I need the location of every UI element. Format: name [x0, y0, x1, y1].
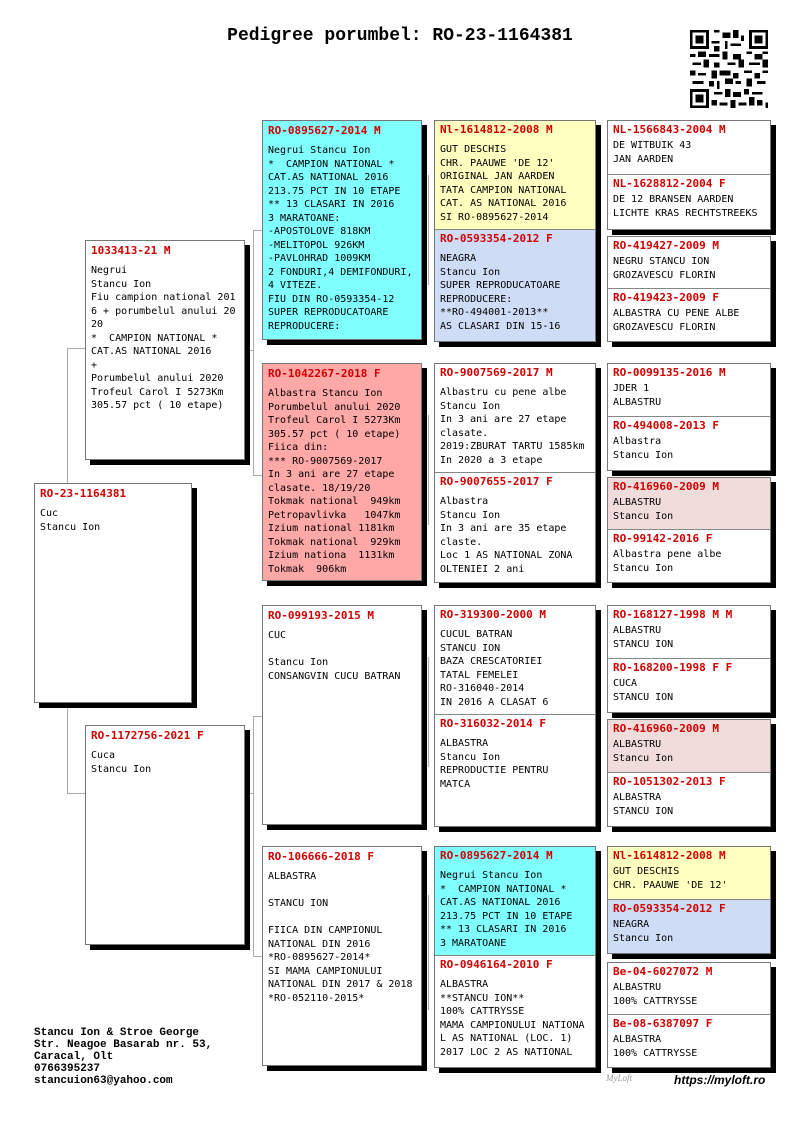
pigeon-info: ALBASTRA CU PENE ALBE GROZAVESCU FLORIN — [613, 308, 740, 333]
connector-line — [600, 745, 601, 800]
sire-card[interactable] — [85, 240, 245, 460]
owner-email[interactable]: stancuion63@yahoo.com — [34, 1075, 173, 1087]
connector-line — [67, 348, 68, 483]
ring-number: Nl-1614812-2008 M — [613, 849, 726, 862]
connector-line — [600, 505, 601, 560]
ring-number: RO-99142-2016 F — [613, 532, 713, 545]
ancestor-card[interactable] — [608, 720, 770, 772]
ring-number: RO-168127-1998 M M — [613, 608, 733, 621]
great-grandparent-card[interactable] — [435, 956, 595, 1067]
qr-code-icon — [690, 30, 768, 108]
ancestor-card[interactable] — [608, 478, 770, 529]
pigeon-info: Cuc Stancu Ion — [40, 508, 101, 533]
pigeon-info: Albastra Stancu Ion Porumbelul anului 2020 Trofeul Carol I 5273Km 305.57 pct ( 10 etape) Fiica din: *** RO-9007569-2017 In 3 ani are 27 etape clasate. 18/19/20 Tokmak national 949km Petropavlivka 1047km Izium national 1181km Tokmak national 929km Izium nationa 1131km Tokmak 906km — [268, 388, 401, 575]
owner-city: Caracal, Olt — [34, 1051, 114, 1063]
pigeon-info: CUCA STANCU ION — [613, 678, 674, 703]
pigeon-info: Albastru cu pene albe Stancu Ion In 3 ani are 27 etape clasate. 2019:ZBURAT TARTU 1585km In 2020 a 3 etape — [440, 387, 585, 466]
dam-card[interactable] — [85, 725, 245, 945]
connector-line — [600, 148, 601, 203]
ring-number: Nl-1614812-2008 M — [440, 123, 553, 136]
pigeon-info: ALBASTRA STANCU ION FIICA DIN CAMPIONUL NATIONAL DIN 2016 *RO-0895627-2014* SI MAMA CAMPIONULUI NATIONAL DIN 2017 & 2018 *RO-052110-2015* — [268, 871, 413, 1004]
pigeon-info: Negrui Stancu Ion Fiu campion national 201 6 + porumbelul anului 20 20 * CAMPION NATIONAL * CAT.AS NATIONAL 2016 + Porumbelul anului 2020 Trofeul Carol I 5273Km 305.57 pct ( 10 etape) — [91, 265, 236, 411]
ancestor-group — [607, 363, 771, 471]
ancestor-card[interactable] — [608, 659, 770, 712]
pigeon-info: Negrui Stancu Ion * CAMPION NATIONAL * CAT.AS NATIONAL 2016 213.75 PCT IN 10 ETAPE ** 13 CLASARI IN 2016 3 MARATOANE: -APOSTOLOVE 818KM -MELITOPOL 926KM -PAVLOHRAD 1009KM 2 FONDURI,4 DEMIFONDURI, 4 VITEZE. FIU DIN RO-0593354-12 SUPER REPRODUCATOARE REPRODUCERE: — [268, 145, 413, 332]
ring-number: NL-1566843-2004 M — [613, 123, 726, 136]
connector-line — [253, 230, 254, 475]
pigeon-info: ALBASTRA STANCU ION — [613, 792, 674, 817]
pigeon-info: ALBASTRU Stancu Ion — [613, 497, 674, 522]
connector-line — [246, 793, 254, 794]
ancestor-card[interactable] — [608, 289, 770, 341]
great-grandparent-card[interactable] — [435, 606, 595, 714]
ancestor-card[interactable] — [608, 364, 770, 416]
ancestor-card[interactable] — [608, 606, 770, 658]
ancestor-group — [607, 719, 771, 827]
pigeon-info: NEAGRA Stancu Ion — [613, 919, 674, 944]
connector-line — [600, 630, 601, 685]
ring-number: RO-168200-1998 F F — [613, 661, 733, 674]
pigeon-info: CUCUL BATRAN STANCU ION BAZA CRESCATORIEI TATAL FEMELEI RO-316040-2014 IN 2016 A CLASAT 6 — [440, 629, 549, 708]
ring-number: Be-08-6387097 F — [613, 1017, 713, 1030]
ring-number: RO-0593354-2012 F — [440, 232, 553, 245]
ancestor-card[interactable] — [608, 530, 770, 582]
ancestor-card[interactable] — [608, 417, 770, 470]
ring-number: 1033413-21 M — [91, 244, 171, 257]
connector-line — [600, 390, 601, 445]
subject-card[interactable] — [34, 483, 192, 703]
ring-number: RO-319300-2000 M — [440, 608, 546, 621]
website-link[interactable]: https://myloft.ro — [674, 1073, 766, 1087]
ring-number: RO-494008-2013 F — [613, 419, 719, 432]
pigeon-info: DE 12 BRANSEN AARDEN LICHTE KRAS RECHTSTREEKS — [613, 194, 758, 219]
ring-number: RO-0946164-2010 F — [440, 958, 553, 971]
great-grandparent-card[interactable] — [435, 230, 595, 341]
ancestor-card[interactable] — [608, 847, 770, 899]
ring-number: RO-316032-2014 F — [440, 717, 546, 730]
pigeon-info: GUT DESCHIS CHR. PAAUWE 'DE 12' — [613, 866, 728, 891]
ring-number: RO-9007569-2017 M — [440, 366, 553, 379]
pigeon-info: Albastra Stancu Ion In 3 ani are 35 etape claste. Loc 1 AS NATIONAL ZONA OLTENIEI 2 ani — [440, 496, 573, 575]
myloft-logo: MyLoft — [606, 1073, 632, 1083]
owner-phone: 0766395237 — [34, 1063, 101, 1075]
great-grandparents-group — [434, 846, 596, 1068]
connector-line — [246, 350, 254, 351]
ancestor-group — [607, 236, 771, 342]
connector-line — [428, 175, 429, 285]
ancestor-card[interactable] — [608, 1015, 770, 1067]
pigeon-info: Cuca Stancu Ion — [91, 750, 152, 775]
pigeon-info: Albastra pene albe Stancu Ion — [613, 549, 722, 574]
owner-names: Stancu Ion & Stroe George — [34, 1027, 200, 1039]
pigeon-info: ALBASTRU STANCU ION — [613, 625, 674, 650]
pigeon-info: GUT DESCHIS CHR. PAAUWE 'DE 12' ORIGINAL JAN AARDEN TATA CAMPION NATIONAL CAT. AS NATIONAL 2016 SI RO-0895627-2014 — [440, 144, 567, 223]
ring-number: RO-1042267-2018 F — [268, 367, 381, 380]
pigeon-info: ALBASTRA 100% CATTRYSSE — [613, 1034, 698, 1059]
ring-number: RO-419427-2009 M — [613, 239, 719, 252]
pigeon-info: NEAGRA Stancu Ion SUPER REPRODUCATOARE REPRODUCERE: **RO-494001-2013** AS CLASARI DIN 15-16 — [440, 253, 561, 332]
connector-line — [253, 716, 254, 956]
ring-number: RO-419423-2009 F — [613, 291, 719, 304]
ring-number: RO-23-1164381 — [40, 487, 127, 500]
great-grandparent-card[interactable] — [435, 364, 595, 472]
great-grandparent-card[interactable] — [435, 715, 595, 826]
pigeon-info: ALBASTRA Stancu Ion REPRODUCTIE PENTRU MATCA — [440, 738, 549, 790]
pigeon-info: NEGRU STANCU ION GROZAVESCU FLORIN — [613, 256, 716, 281]
ring-number: RO-1051302-2013 F — [613, 775, 726, 788]
ancestor-group — [607, 962, 771, 1068]
ancestor-card[interactable] — [608, 121, 770, 174]
grandparent-card[interactable] — [262, 846, 422, 1066]
owner-address: Str. Neagoe Basarab nr. 53, — [34, 1039, 213, 1051]
ancestor-card[interactable] — [608, 175, 770, 229]
connector-line — [428, 657, 429, 767]
ring-number: RO-0593354-2012 F — [613, 902, 726, 915]
ring-number: RO-1172756-2021 F — [91, 729, 204, 742]
great-grandparents-group — [434, 120, 596, 342]
ancestor-card[interactable] — [608, 963, 770, 1014]
pigeon-info: ALBASTRU 100% CATTRYSSE — [613, 982, 698, 1007]
ring-number: Be-04-6027072 M — [613, 965, 713, 978]
pigeon-info: ALBASTRU Stancu Ion — [613, 739, 674, 764]
great-grandparents-group — [434, 363, 596, 583]
ring-number: RO-416960-2009 M — [613, 722, 719, 735]
grandparent-card[interactable] — [262, 605, 422, 825]
ancestor-card[interactable] — [608, 237, 770, 288]
great-grandparent-card[interactable] — [435, 121, 595, 229]
connector-line — [67, 703, 68, 793]
pigeon-info: ALBASTRA **STANCU ION** 100% CATTRYSSE MAMA CAMPIONULUI NATIONA L AS NATIONAL (LOC. 1) 2017 LOC 2 AS NATIONAL — [440, 979, 585, 1058]
ring-number: RO-106666-2018 F — [268, 850, 374, 863]
ring-number: RO-0099135-2016 M — [613, 366, 726, 379]
ring-number: RO-0895627-2014 M — [268, 124, 381, 137]
ring-number: RO-0895627-2014 M — [440, 849, 553, 862]
ring-number: RO-099193-2015 M — [268, 609, 374, 622]
connector-line — [428, 895, 429, 1010]
ring-number: RO-9007655-2017 F — [440, 475, 553, 488]
ring-number: NL-1628812-2004 F — [613, 177, 726, 190]
grandparent-card[interactable] — [262, 363, 422, 581]
page-title: Pedigree porumbel: RO-23-1164381 — [227, 26, 573, 46]
great-grandparent-card[interactable] — [435, 847, 595, 955]
pigeon-info: Negrui Stancu Ion * CAMPION NATIONAL * CAT.AS NATIONAL 2016 213.75 PCT IN 10 ETAPE ** 13 CLASARI IN 2016 3 MARATOANE — [440, 870, 573, 949]
connector-line — [600, 870, 601, 925]
ancestor-card[interactable] — [608, 900, 770, 953]
pigeon-info: JDER 1 ALBASTRU — [613, 383, 662, 408]
ancestor-group — [607, 477, 771, 583]
pigeon-info: Albastra Stancu Ion — [613, 436, 674, 461]
connector-line — [600, 985, 601, 1040]
ancestor-group — [607, 120, 771, 230]
ancestor-group — [607, 605, 771, 713]
grandparent-card[interactable] — [262, 120, 422, 340]
pigeon-info: DE WITBUIK 43 JAN AARDEN — [613, 140, 692, 165]
great-grandparents-group — [434, 605, 596, 827]
owner-contact — [34, 1027, 212, 1087]
ancestor-group — [607, 846, 771, 954]
great-grandparent-card[interactable] — [435, 473, 595, 582]
connector-line — [428, 415, 429, 525]
pigeon-info: CUC Stancu Ion CONSANGVIN CUCU BATRAN — [268, 630, 401, 682]
ring-number: RO-416960-2009 M — [613, 480, 719, 493]
ancestor-card[interactable] — [608, 773, 770, 826]
connector-line — [600, 265, 601, 320]
